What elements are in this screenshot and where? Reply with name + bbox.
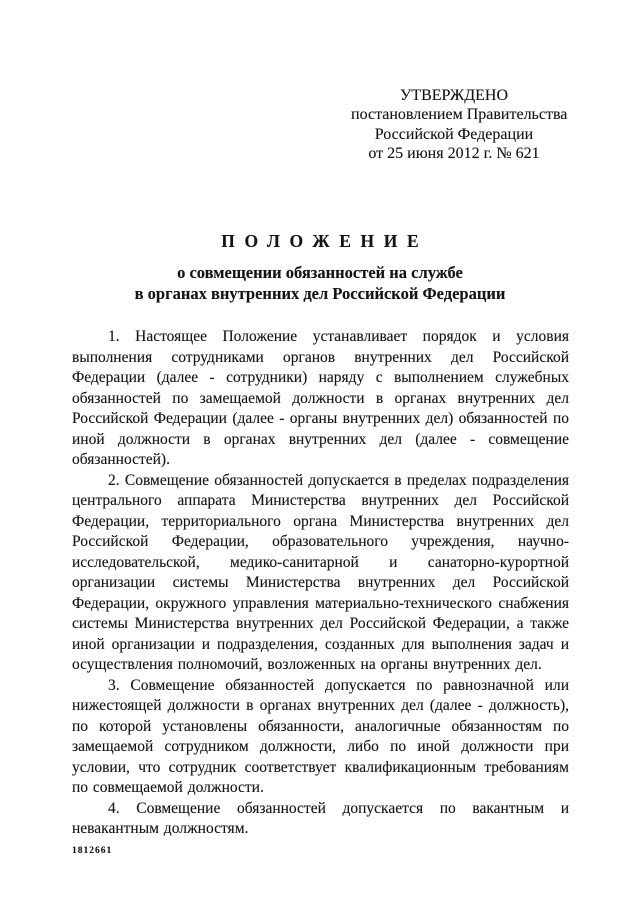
document-body xyxy=(72,327,569,840)
approval-line-resolution: постановлением Правительства xyxy=(351,106,568,124)
approval-block xyxy=(351,86,568,164)
paragraph-2: 2. Совмещение обязанностей допускается в пределах подразделения центрального аппарата Министерства внутренних дел Российской Федерации, территориального органа Министерства внутренних дел Российской Федерации, образовательного учреждения, научно-исследовательской, медико-санитарной и санаторно-курортной организации системы Министерства внутренних дел Российской Федерации, окружного управления материально-технического снабжения системы Министерства внутренних дел Российской Федерации, а также иной организации и подразделения, созданных для выполнения задач и осуществления полномочий, возложенных на органы внутренних дел. xyxy=(72,471,569,673)
paragraph-1: 1. Настоящее Положение устанавливает порядок и условия выполнения сотрудниками органов внутренних дел Российской Федерации (далее - сотрудники) наряду с выполнением служебных обязанностей по замещаемой должности в органах внутренних дел Российской Федерации (далее - органы внутренних дел) обязанностей по иной должности в органах внутренних дел (далее - совмещение обязанностей). xyxy=(72,328,569,468)
subtitle-line-2: в органах внутренних дел Российской Федерации xyxy=(134,284,506,303)
paragraph-3: 3. Совмещение обязанностей допускается по равнозначной или нижестоящей должности в органах внутренних дел (далее - должность), по которой установлены обязанности, аналогичные обязанностям по замещаемой сотрудником должности, либо по иной должности при условии, что сотрудник соответствует квалификационным требованиям по совмещаемой должности. xyxy=(72,676,569,796)
document-subtitle xyxy=(0,262,640,304)
approval-line-date-number: от 25 июня 2012 г. № 621 xyxy=(368,145,540,163)
approval-line-approved: УТВЕРЖДЕНО xyxy=(399,87,508,104)
subtitle-line-1: о совмещении обязанностей на службе xyxy=(177,263,463,282)
title-block xyxy=(0,231,640,304)
approval-line-federation: Российской Федерации xyxy=(374,125,534,143)
print-code: 1812661 xyxy=(72,846,113,856)
paragraph-4: 4. Совмещение обязанностей допускается по вакантным и невакантным должностям. xyxy=(72,799,569,837)
document-title: ПОЛОЖЕНИЕ xyxy=(221,231,429,251)
